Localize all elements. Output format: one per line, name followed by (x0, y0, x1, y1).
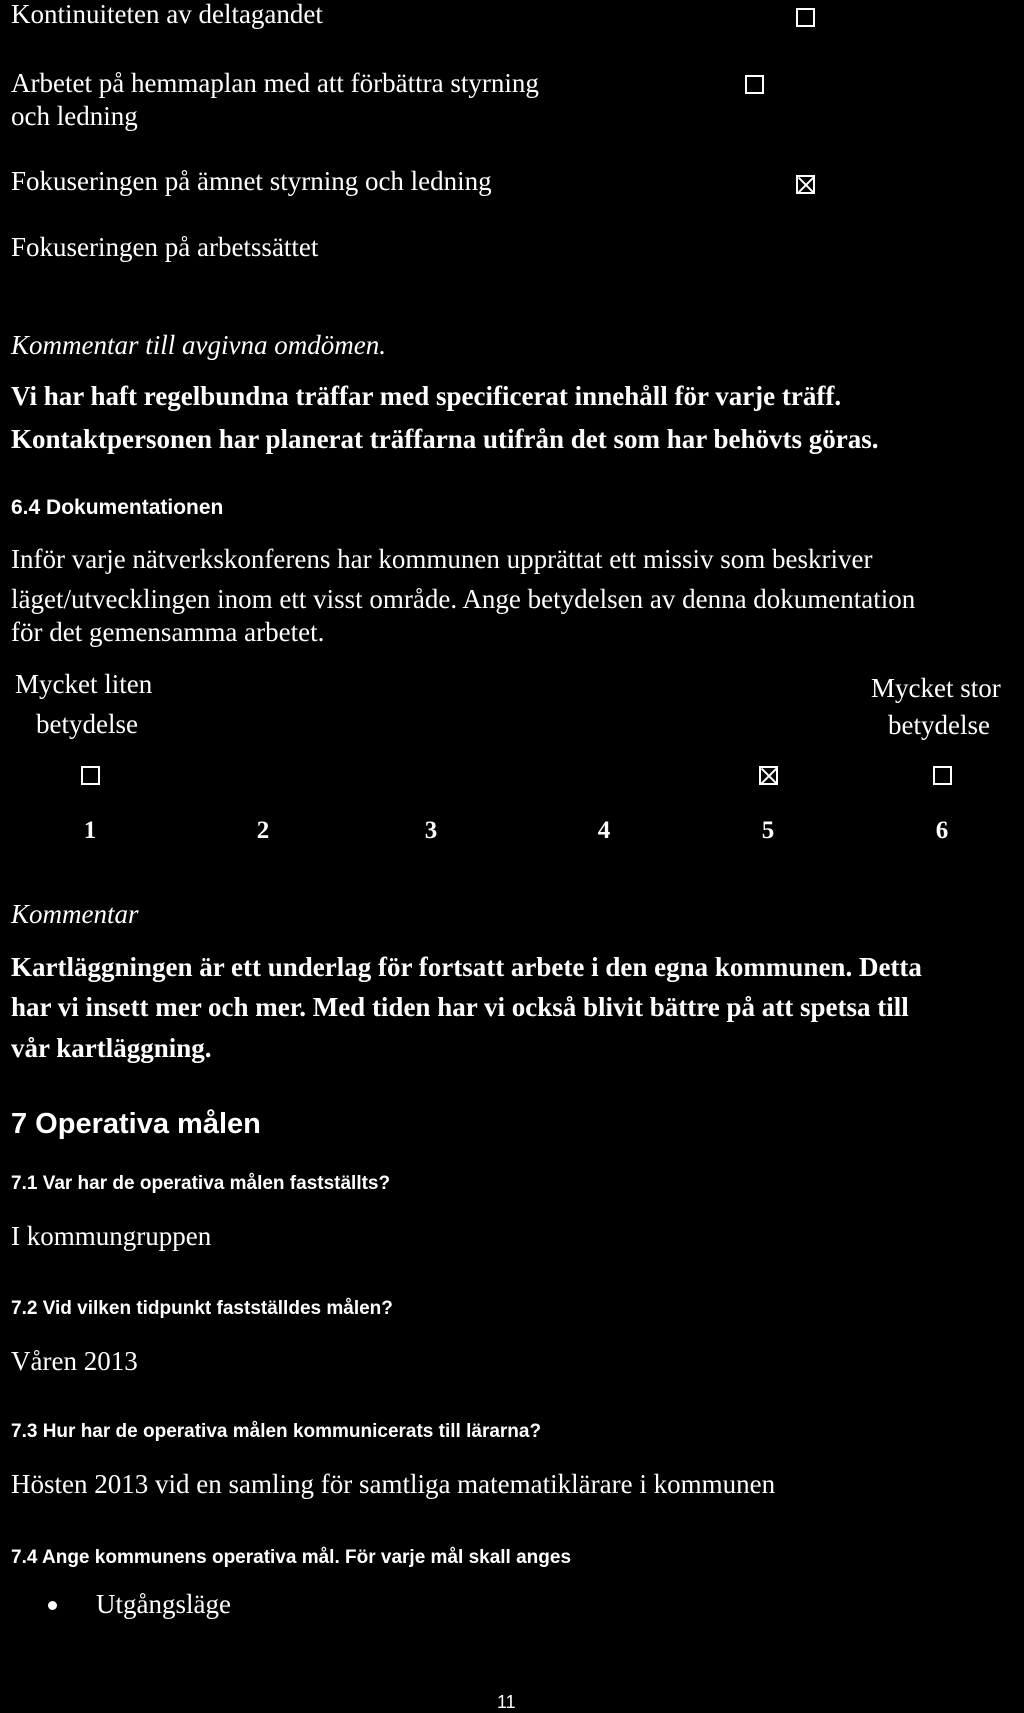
rating-item-label-cont: och ledning (11, 101, 138, 131)
intro-line: läget/utvecklingen inom ett visst område. Ange betydelsen av denna dokumentation (11, 584, 916, 614)
answer: Hösten 2013 vid en samling för samtliga matematiklärare i kommunen (11, 1469, 776, 1499)
comment-line: vår kartläggning. (11, 1033, 212, 1063)
scale-checkbox-1[interactable] (81, 766, 100, 785)
scale-high-label: Mycket stor (871, 673, 1001, 703)
rating-item-label: Arbetet på hemmaplan med att förbättra styrning (11, 68, 539, 98)
section-heading: 7 Operativa målen (11, 1108, 261, 1140)
comment-line: Vi har haft regelbundna träffar med specificerat innehåll för varje träff. (11, 381, 842, 411)
scale-checkbox-6[interactable] (933, 766, 952, 785)
scale-number: 4 (597, 817, 611, 844)
comment-line: Kontaktpersonen har planerat träffarna utifrån det som har behövts göras. (11, 424, 879, 454)
rating-item-label: Kontinuiteten av deltagandet (11, 0, 323, 29)
answer: I kommungruppen (11, 1221, 212, 1251)
rating-item-label: Fokuseringen på ämnet styrning och ledning (11, 166, 492, 196)
question: 7.4 Ange kommunens operativa mål. För varje mål skall anges (11, 1547, 572, 1568)
scale-low-label: betydelse (36, 709, 138, 739)
question: 7.1 Var har de operativa målen fastställts? (11, 1173, 391, 1194)
rating-checkbox[interactable] (745, 75, 764, 94)
scale-high-label: betydelse (888, 710, 990, 740)
scale-number: 1 (83, 817, 97, 844)
section-heading: 6.4 Dokumentationen (11, 496, 224, 519)
intro-line: för det gemensamma arbetet. (11, 617, 325, 647)
question: 7.2 Vid vilken tidpunkt fastställdes målen? (11, 1298, 393, 1319)
scale-number: 6 (935, 817, 949, 844)
answer: Våren 2013 (11, 1346, 138, 1376)
bullet-icon (48, 1601, 57, 1610)
comment-line: Kartläggningen är ett underlag för fortsatt arbete i den egna kommunen. Detta (11, 952, 922, 982)
rating-item-label: Fokuseringen på arbetssättet (11, 232, 319, 262)
bullet-item: Utgångsläge (96, 1589, 231, 1619)
comment-heading: Kommentar till avgivna omdömen. (11, 330, 386, 360)
scale-number: 3 (424, 817, 438, 844)
question: 7.3 Hur har de operativa målen kommunicerats till lärarna? (11, 1421, 542, 1442)
page-number: 11 (497, 1692, 516, 1712)
scale-low-label: Mycket liten (15, 669, 153, 699)
rating-checkbox-checked[interactable] (796, 175, 815, 194)
intro-line: Inför varje nätverkskonferens har kommunen upprättat ett missiv som beskriver (11, 544, 873, 574)
scale-number: 5 (761, 817, 775, 844)
rating-checkbox[interactable] (796, 8, 815, 27)
scale-checkbox-5-checked[interactable] (759, 766, 778, 785)
scale-number: 2 (256, 817, 270, 844)
comment-line: har vi insett mer och mer. Med tiden har vi också blivit bättre på att spetsa till (11, 992, 909, 1022)
comment-label: Kommentar (11, 899, 139, 929)
